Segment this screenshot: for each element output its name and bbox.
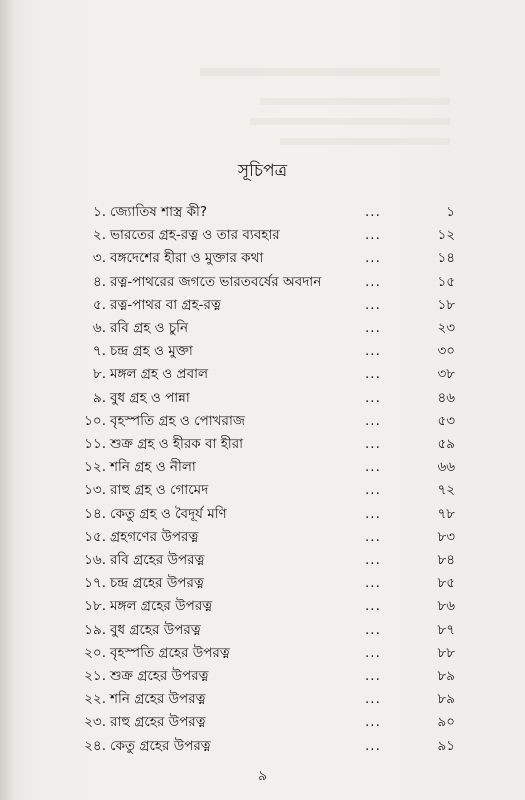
toc-entry xyxy=(0,478,525,502)
toc-entry-number: ১০. xyxy=(84,412,106,429)
toc-entry-number: ১১. xyxy=(84,436,106,452)
toc-entry-leader: ... xyxy=(365,343,381,360)
toc-entry xyxy=(0,571,525,595)
toc-entry-leader: ... xyxy=(365,320,381,336)
toc-entry-title: মঙ্গল গ্রহের উপরত্ন xyxy=(110,598,213,615)
toc-entry-title: চন্দ্র গ্রহ ও মুক্তা xyxy=(110,343,193,360)
toc-entry-title: রাহু গ্রহ ও গোমেদ xyxy=(110,482,209,499)
toc-entry-number: ২. xyxy=(92,227,106,244)
toc-entry xyxy=(0,710,525,734)
toc-entry-number: ১৪. xyxy=(84,505,106,522)
toc-entry-title: চন্দ্র গ্রহের উপরত্ন xyxy=(110,575,204,592)
toc-entry-leader: ... xyxy=(365,575,381,592)
toc-entry-page: ৪৬ xyxy=(437,389,455,406)
toc-entry-page: ৩০ xyxy=(437,343,455,360)
show-through-decoration xyxy=(280,138,450,145)
toc-entry xyxy=(0,594,525,618)
toc-entry-page: ৯১ xyxy=(437,737,455,754)
toc-entry xyxy=(0,734,525,758)
toc-entry-title: রত্ন-পাথর বা গ্রহ-রত্ন xyxy=(110,296,221,313)
toc-entry-number: ৯. xyxy=(92,389,106,406)
toc-entry-page: ৬৬ xyxy=(437,459,455,476)
toc-entry xyxy=(0,409,525,433)
page-title: সূচিপত্র xyxy=(237,161,288,181)
toc-entry xyxy=(0,362,525,386)
toc-entry-number: ২১. xyxy=(84,668,106,684)
toc-entry-leader: ... xyxy=(365,482,381,499)
toc-entry-leader: ... xyxy=(365,436,381,452)
toc-entry-number: ১২. xyxy=(84,459,106,476)
toc-entry xyxy=(0,223,525,247)
toc-entry-title: বুধ গ্রহের উপরত্ন xyxy=(110,621,201,638)
toc-entry-title: বঙ্গদেশের হীরা ও মুক্তার কথা xyxy=(110,250,264,267)
toc-entry xyxy=(0,525,525,549)
toc-entry-title: শুক্র গ্রহ ও হীরক বা হীরা xyxy=(110,436,244,452)
toc-entry-title: রবি গ্রহ ও চুনি xyxy=(110,320,189,336)
toc-entry-title: শনি গ্রহ ও নীলা xyxy=(110,459,196,476)
toc-entry-leader: ... xyxy=(365,737,381,754)
show-through-decoration xyxy=(200,68,440,76)
toc-entry-leader: ... xyxy=(365,250,381,267)
toc-entry-leader: ... xyxy=(365,366,381,383)
toc-entry xyxy=(0,339,525,363)
toc-entry xyxy=(0,316,525,340)
toc-entry-leader: ... xyxy=(365,714,381,731)
toc-entry-page: ৮৫ xyxy=(437,575,455,592)
toc-entry-page: ৮৯ xyxy=(437,668,455,684)
toc-entry-leader: ... xyxy=(365,691,381,708)
toc-entry xyxy=(0,246,525,270)
toc-entry-leader: ... xyxy=(365,668,381,684)
toc-entry-leader: ... xyxy=(365,296,381,313)
toc-entry xyxy=(0,386,525,410)
toc-entry-page: ৮৯ xyxy=(437,691,455,708)
toc-entry xyxy=(0,664,525,688)
toc-entry-leader: ... xyxy=(365,273,381,290)
toc-entry-page: ১ xyxy=(446,204,455,220)
toc-entry-page: ২৩ xyxy=(437,320,455,336)
toc-entry-page: ১৮ xyxy=(437,296,455,313)
toc-entry-leader: ... xyxy=(365,528,381,545)
toc-entry-page: ৫৯ xyxy=(437,436,455,452)
toc-entry-leader: ... xyxy=(365,644,381,661)
toc-entry-title: শনি গ্রহের উপরত্ন xyxy=(110,691,206,708)
toc-entry-number: ৫. xyxy=(92,296,106,313)
toc-entry-page: ৫৩ xyxy=(437,412,455,429)
toc-entry xyxy=(0,293,525,317)
toc-entry-page: ৮৬ xyxy=(437,598,455,615)
toc-entry xyxy=(0,200,525,224)
toc-entry-leader: ... xyxy=(365,598,381,615)
toc-entry-number: ৮. xyxy=(92,366,106,383)
toc-entry-number: ২৪. xyxy=(84,737,106,754)
show-through-decoration xyxy=(260,98,450,105)
toc-entry-title: গ্রহগণের উপরত্ন xyxy=(110,528,199,545)
toc-entry-page: ১৫ xyxy=(437,273,455,290)
toc-entry-title: শুক্র গ্রহের উপরত্ন xyxy=(110,668,209,684)
toc-entry-number: ৬. xyxy=(92,320,106,336)
toc-entry-title: বৃহস্পতি গ্রহ ও পোখরাজ xyxy=(110,412,245,429)
toc-entry-page: ১২ xyxy=(437,227,455,244)
toc-entry-number: ৪. xyxy=(92,273,106,290)
toc-entry-number: ১৭. xyxy=(84,575,106,592)
toc-entry-number: ১৯. xyxy=(84,621,106,638)
toc-entry-leader: ... xyxy=(365,227,381,244)
toc-entry-number: ৭. xyxy=(92,343,106,360)
page-number: ৯ xyxy=(257,768,268,784)
toc-entry xyxy=(0,687,525,711)
toc-entry xyxy=(0,432,525,456)
toc-entry-leader: ... xyxy=(365,621,381,638)
toc-entry-title: কেতু গ্রহের উপরত্ন xyxy=(110,737,211,754)
toc-entry-number: ১৩. xyxy=(84,482,106,499)
toc-entry-number: ১৫. xyxy=(84,528,106,545)
toc-entry xyxy=(0,548,525,572)
toc-entry-leader: ... xyxy=(365,389,381,406)
toc-entry-title: বৃহস্পতি গ্রহের উপরত্ন xyxy=(110,644,230,661)
toc-entry-number: ৩. xyxy=(92,250,106,267)
toc-entry-title: বুধ গ্রহ ও পান্না xyxy=(110,389,190,406)
toc-entry-number: ২৩. xyxy=(84,714,106,731)
show-through-decoration xyxy=(250,118,450,125)
toc-entry-page: ৩৮ xyxy=(437,366,455,383)
toc-entry-page: ৮৭ xyxy=(437,621,455,638)
toc-entry-number: ১. xyxy=(92,204,106,220)
toc-entry-title: মঙ্গল গ্রহ ও প্রবাল xyxy=(110,366,209,383)
toc-entry-leader: ... xyxy=(365,505,381,522)
toc-entry-title: রবি গ্রহের উপরত্ন xyxy=(110,552,205,568)
toc-entry-title: ভারতের গ্রহ-রত্ন ও তার ব্যবহার xyxy=(110,227,280,244)
toc-entry xyxy=(0,455,525,479)
toc-entry-page: ৭৮ xyxy=(437,505,455,522)
toc-entry xyxy=(0,618,525,642)
toc-entry-page: ৮৪ xyxy=(437,552,455,568)
toc-entry-title: রত্ন-পাথরের জগতে ভারতবর্ষের অবদান xyxy=(110,273,322,290)
toc-entry-number: ১৬. xyxy=(84,552,106,568)
toc-entry-page: ৮৮ xyxy=(437,644,455,661)
toc-entry-page: ৮৩ xyxy=(437,528,455,545)
toc-entry-leader: ... xyxy=(365,204,381,220)
toc-entry xyxy=(0,641,525,665)
toc-entry-title: রাহু গ্রহের উপরত্ন xyxy=(110,714,206,731)
toc-entry-title: জ্যোতিষ শাস্ত্র কী? xyxy=(110,204,208,220)
toc-entry-title: কেতু গ্রহ ও বৈদূর্য মণি xyxy=(110,505,227,522)
toc-entry-leader: ... xyxy=(365,459,381,476)
toc-entry-number: ২২. xyxy=(84,691,106,708)
toc-entry-page: ১৪ xyxy=(437,250,455,267)
toc-entry-number: ১৮. xyxy=(84,598,106,615)
toc-entry-page: ৭২ xyxy=(437,482,455,499)
toc-entry-leader: ... xyxy=(365,552,381,568)
toc-entry-page: ৯০ xyxy=(437,714,455,731)
toc-entry-leader: ... xyxy=(365,412,381,429)
toc-entry xyxy=(0,270,525,294)
toc-entry xyxy=(0,502,525,526)
toc-entry-number: ২০. xyxy=(84,644,106,661)
